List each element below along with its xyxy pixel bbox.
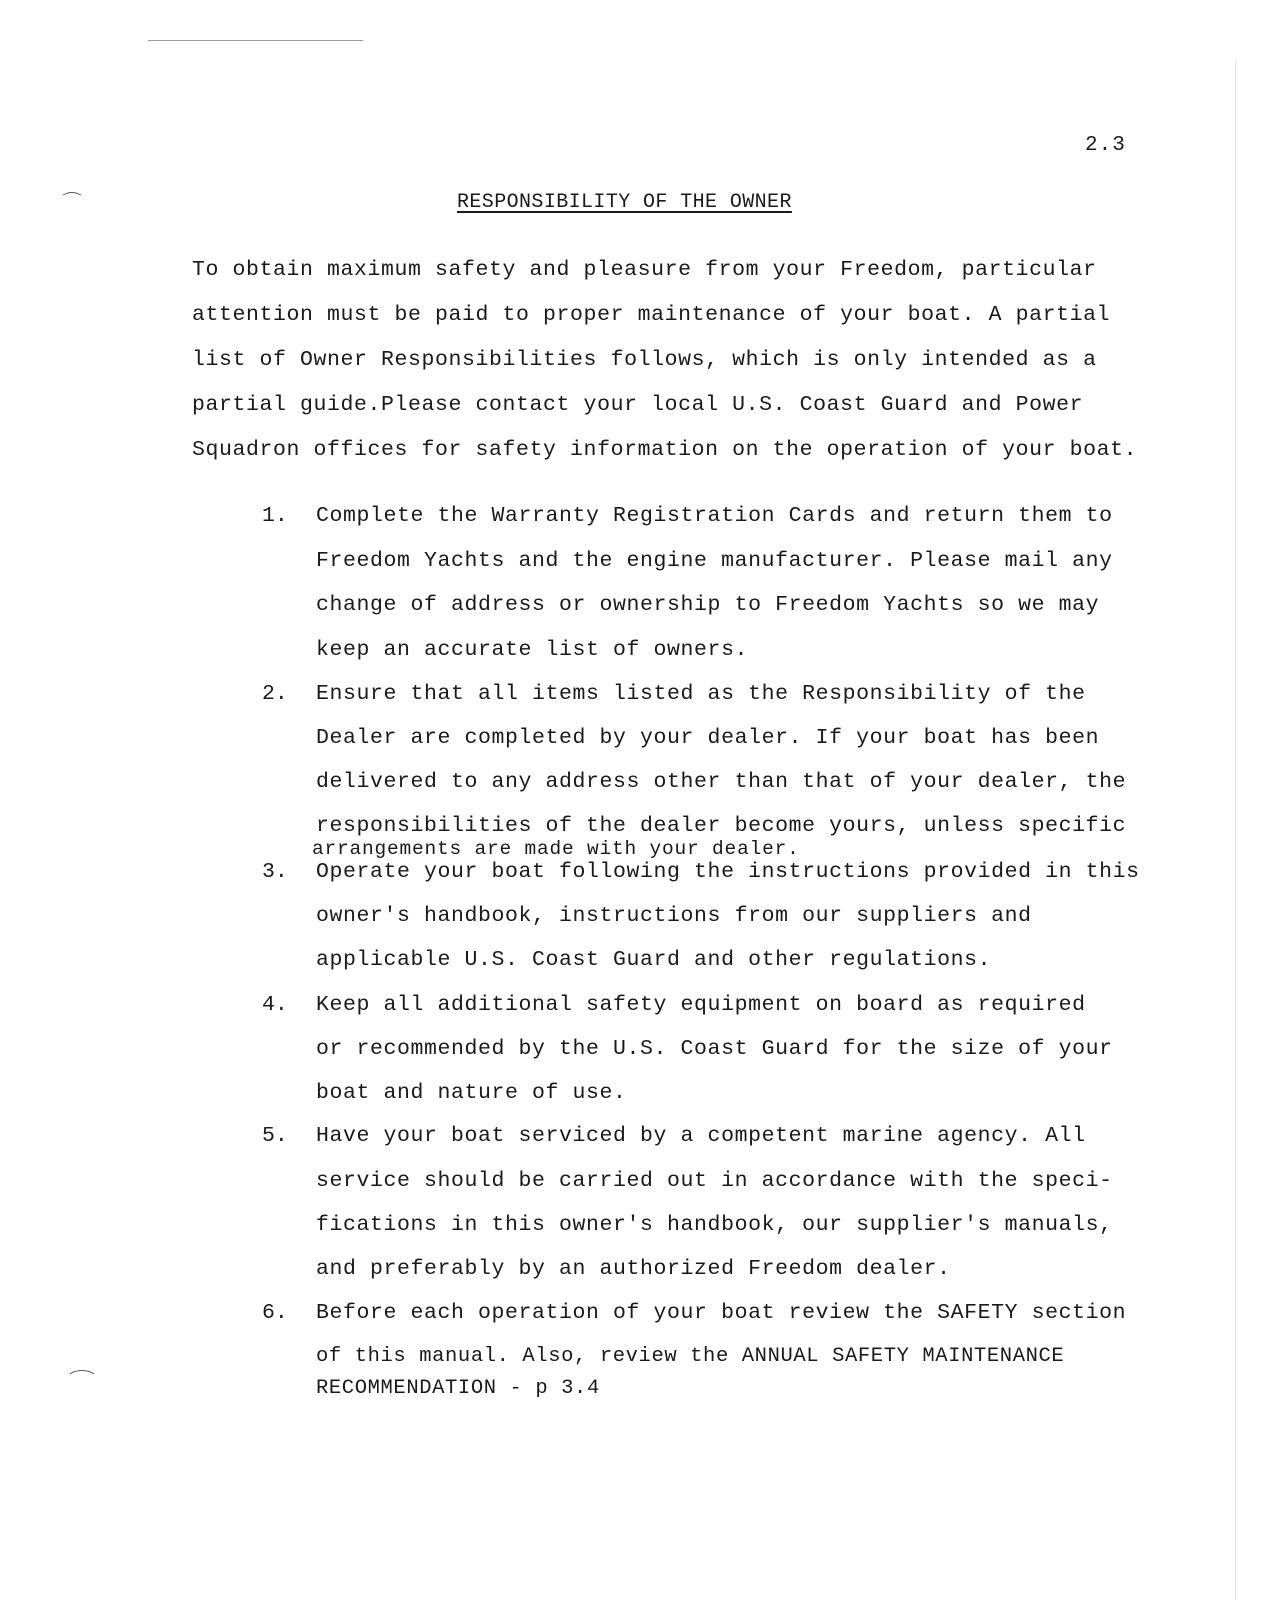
list-item-line: arrangements are made with your dealer. [312,838,800,860]
list-item-line: responsibilities of the dealer become yours, unless specific [316,814,1127,838]
intro-line: To obtain maximum safety and pleasure from your Freedom, particular [192,258,1097,282]
list-item-number: 3. [262,860,288,884]
list-item-line: Before each operation of your boat review the SAFETY section [316,1301,1127,1325]
page-number: 2.3 [1085,134,1126,157]
list-item-line: applicable U.S. Coast Guard and other regulations. [316,948,992,972]
list-item-number: 5. [262,1124,288,1148]
list-item-number: 6. [262,1301,288,1325]
scan-edge-line [1235,60,1236,1600]
page-title: RESPONSIBILITY OF THE OWNER [457,191,792,214]
list-item-line: change of address or ownership to Freedom Yachts so we may [316,593,1100,617]
list-item-line: fications in this owner's handbook, our supplier's manuals, [316,1213,1113,1237]
intro-line: partial guide.Please contact your local U.S. Coast Guard and Power [192,393,1084,417]
list-item-line: of this manual. Also, review the ANNUAL SAFETY MAINTENANCE [316,1345,1065,1368]
list-item-line: Keep all additional safety equipment on board as required [316,993,1086,1017]
list-item-line: keep an accurate list of owners. [316,638,749,662]
scan-mark-top [148,40,363,41]
list-item-line: boat and nature of use. [316,1081,627,1105]
scan-mark-left-upper [60,192,84,208]
intro-line: Squadron offices for safety information on the operation of your boat. [192,438,1138,462]
list-item-line: RECOMMENDATION - p 3.4 [316,1377,600,1400]
list-item-line: Have your boat serviced by a competent marine agency. All [316,1124,1086,1148]
list-item-line: owner's handbook, instructions from our suppliers and [316,904,1032,928]
list-item-number: 4. [262,993,288,1017]
list-item-number: 2. [262,682,288,706]
list-item-line: Ensure that all items listed as the Responsibility of the [316,682,1086,706]
list-item-number: 1. [262,504,288,528]
list-item-line: Freedom Yachts and the engine manufacturer. Please mail any [316,549,1113,573]
scan-mark-left-lower [66,1370,98,1390]
list-item-line: delivered to any address other than that of your dealer, the [316,770,1127,794]
list-item-line: Complete the Warranty Registration Cards and return them to [316,504,1113,528]
list-item-line: or recommended by the U.S. Coast Guard for the size of your [316,1037,1113,1061]
intro-line: attention must be paid to proper maintenance of your boat. A partial [192,303,1111,327]
list-item-line: Dealer are completed by your dealer. If your boat has been [316,726,1100,750]
list-item-line: service should be carried out in accordance with the speci- [316,1169,1113,1193]
intro-line: list of Owner Responsibilities follows, which is only intended as a [192,348,1097,372]
list-item-line: and preferably by an authorized Freedom dealer. [316,1257,951,1281]
list-item-line: Operate your boat following the instructions provided in this [316,860,1140,884]
